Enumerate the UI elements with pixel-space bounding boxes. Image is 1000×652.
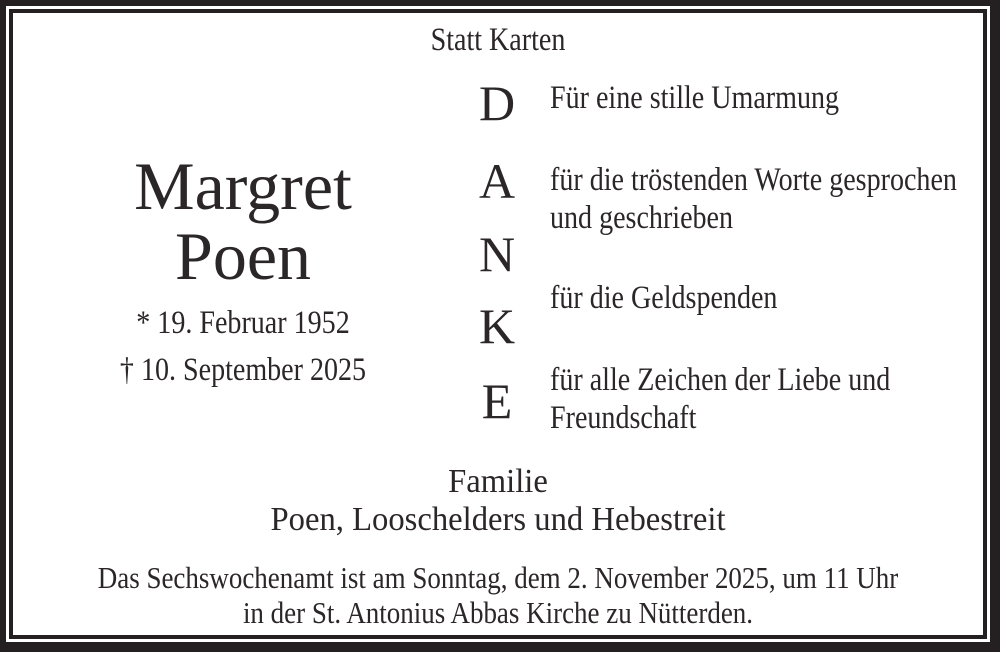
danke-letter-d: D <box>478 75 516 131</box>
service-line-2: in der St. Antonius Abbas Kirche zu Nütterden. <box>242 595 754 630</box>
thanks-item-donations <box>550 279 1000 317</box>
obituary-card <box>9 9 987 639</box>
thanks-item-hug <box>550 79 1000 117</box>
thanks-line: und geschrieben <box>550 200 734 236</box>
deceased-first-name: Margret <box>134 148 352 224</box>
family-names: Poen, Looschelders und Hebestreit <box>270 501 726 538</box>
thanks-line: für die Geldspenden <box>550 280 778 316</box>
memorial-service-info <box>76 560 920 630</box>
thanks-line: für die tröstenden Worte gesprochen <box>550 162 957 198</box>
thanks-item-love <box>550 361 1000 437</box>
death-date: † 10. September 2025 <box>119 352 367 388</box>
danke-letter-n: N <box>478 226 516 282</box>
thanks-item-words <box>550 161 1000 237</box>
deceased-name <box>13 148 473 294</box>
service-line-1: Das Sechswochenamt ist am Sonntag, dem 2. November 2025, um 11 Uhr <box>97 560 899 595</box>
danke-letter-a: A <box>478 153 516 209</box>
pretext-statt-karten: Statt Karten <box>430 22 566 58</box>
thanks-line: für alle Zeichen der Liebe und <box>550 362 891 398</box>
danke-letter-k: K <box>478 298 516 354</box>
family-intro: Familie <box>448 463 548 500</box>
thanks-line: Für eine stille Umarmung <box>550 80 840 116</box>
life-dates <box>48 300 439 394</box>
deceased-last-name: Poen <box>175 218 311 294</box>
birth-date: * 19. Februar 1952 <box>136 305 350 341</box>
danke-letter-e: E <box>481 373 513 429</box>
thanks-line: Freundschaft <box>550 400 697 436</box>
family-signature <box>32 463 963 539</box>
